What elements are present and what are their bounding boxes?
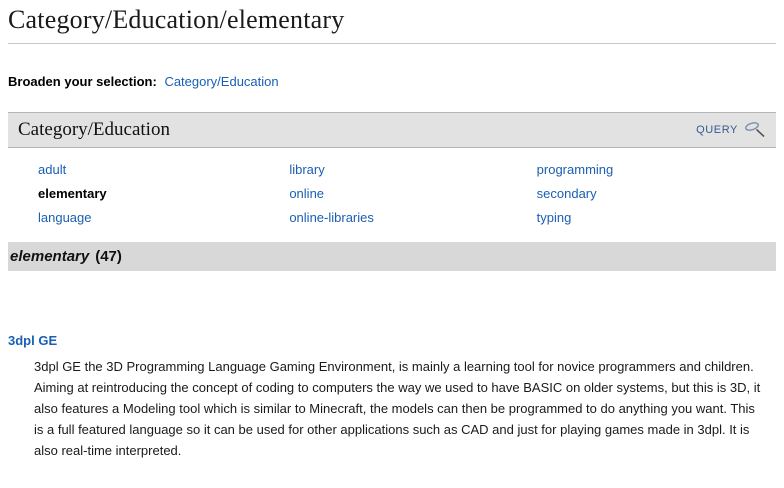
title-divider: [8, 43, 776, 44]
category-link-programming[interactable]: programming: [536, 162, 614, 178]
magnifier-icon[interactable]: [744, 121, 766, 139]
query-label: QUERY: [696, 124, 738, 137]
category-panel-header: [8, 112, 776, 148]
broaden-link-category-education[interactable]: Category/Education: [164, 73, 279, 89]
result-description: 3dpl GE the 3D Programming Language Gaming Environment, is mainly a learning tool for novice programmers and children. Aiming at reintroducing the concept of coding to computers the way we used to have BASIC on older systems, but this is 3D, it also features a Modeling tool which is similar to Minecraft, the models can then be programmed to do anything you want. This is a full featured language so it can be used for other applications such as CAD and just for playing games made in 3dpl. It is also real-time interpreted.: [34, 359, 761, 459]
category-column-1: [8, 158, 277, 230]
list-item: [8, 333, 776, 461]
result-title-link[interactable]: 3dpl GE: [8, 333, 58, 349]
category-link-secondary[interactable]: secondary: [536, 186, 597, 202]
broaden-selection-row: [8, 74, 776, 91]
category-link-typing[interactable]: typing: [536, 210, 572, 226]
broaden-label: Broaden your selection:: [8, 73, 157, 89]
category-link-elementary: elementary: [38, 186, 107, 202]
results-list: [8, 271, 776, 461]
result-count: (47): [95, 248, 122, 266]
category-links: [8, 148, 776, 236]
category-link-online-libraries[interactable]: online-libraries: [289, 210, 374, 226]
category-link-adult[interactable]: adult: [38, 162, 67, 178]
page-title: Category/Education/elementary: [8, 5, 345, 34]
category-link-language[interactable]: language: [38, 210, 92, 226]
category-panel: [8, 112, 776, 236]
category-column-2: [277, 158, 528, 230]
category-link-library[interactable]: library: [289, 162, 325, 178]
category-link-online[interactable]: online: [289, 186, 325, 202]
page-container: [0, 4, 784, 461]
category-column-3: [529, 158, 776, 230]
result-term: elementary: [10, 248, 90, 266]
result-summary-bar: [8, 242, 776, 271]
category-header-title: Category/Education: [18, 119, 170, 141]
query-control[interactable]: [696, 121, 766, 139]
